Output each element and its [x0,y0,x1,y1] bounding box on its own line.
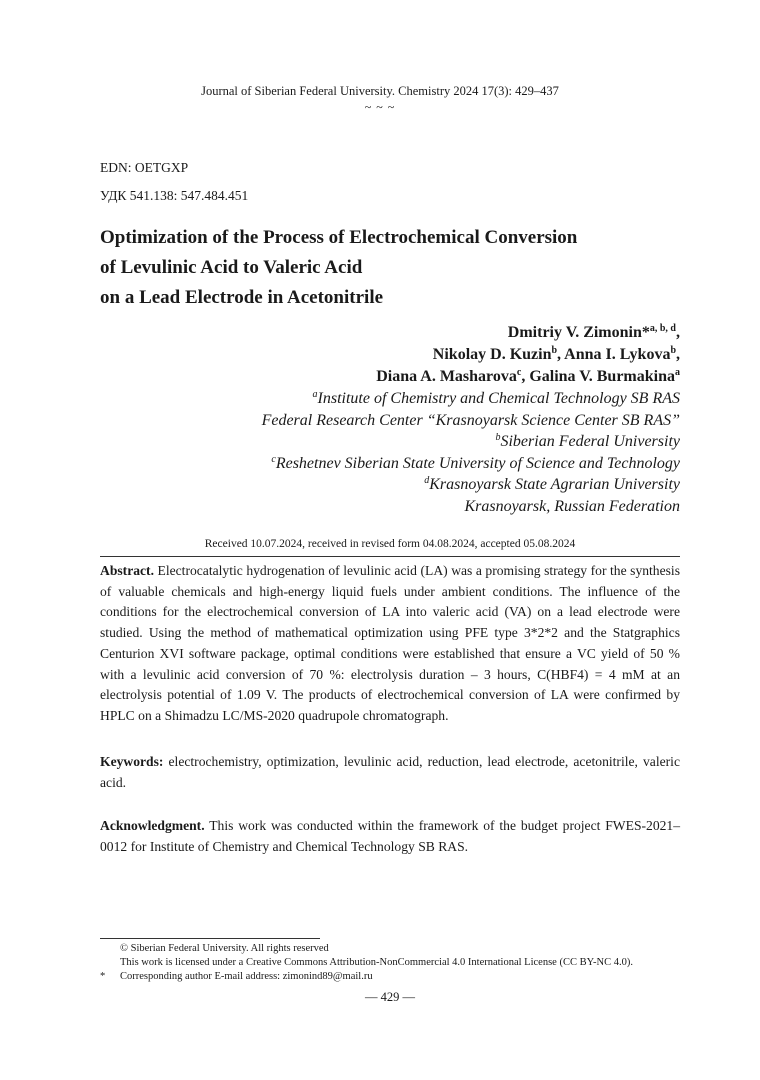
affiliation-line [262,453,680,475]
page-number: — 429 — [365,990,415,1004]
received-dates: Received 10.07.2024, received in revised form 04.08.2024, accepted 05.08.2024 [204,538,576,550]
author-separator: , [676,324,680,341]
author-list [376,322,680,388]
edn-identifier: EDN: OETGXP [100,160,189,175]
affiliation-text: Institute of Chemistry and Chemical Technology SB RAS [317,390,680,407]
affiliation-list [262,388,680,517]
affiliation-text: Krasnoyarsk, Russian Federation [464,497,680,515]
affiliation-mark: a [312,389,318,400]
header-separator: ~ ~ ~ [364,100,396,114]
acknowledgment-paragraph [100,816,680,857]
affiliation-text: Reshetnev Siberian State University of Science and Technology [275,454,680,472]
keywords-label: Keywords: [100,754,164,769]
abstract-paragraph [100,561,680,727]
corresponding-mark: * [641,324,650,341]
acknowledgment-text: This work was conducted within the framework of the budget project FWES-2021–0012 for Institute of Chemistry and Chemical Technology SB RAS. [100,818,681,854]
affiliation-line [262,496,680,518]
license-footnote: This work is licensed under a Creative Commons Attribution-NonCommercial 4.0 International License (CC BY-NC 4.0). [120,957,633,968]
title-line: on a Lead Electrode in Acetonitrile [100,287,384,308]
abstract-text: Electrocatalytic hydrogenation of levulinic acid (LA) was a promising strategy for the synthesis of valuable chemicals and high-energy liquid fuels under ambient conditions. The influence of the conditions for the electrochemical conversion of LA into valeric acid (VA) on a lead electrode were studied. Using the method of mathematical optimization using PFE type 3*2*2 and the Statgraphics Centurion XVI software package, optimal conditions were established that ensure a VC yield of 50 % with a levulinic acid conversion of 70 %: electrolysis duration – 3 hours, C(HBF4) = 4 mM at an electrolysis potential of 1.09 V. The products of electrochemical conversion of LA were confirmed by HPLC on a Shimadzu LC/MS-2020 quadrupole chromatograph. [100,563,680,723]
journal-header: Journal of Siberian Federal University. Chemistry 2024 17(3): 429–437 [201,84,559,98]
author-affiliation-mark: c [516,367,522,378]
keywords-paragraph [100,752,680,793]
author-separator: , [676,346,680,363]
udk-identifier: УДК 541.138: 547.484.451 [100,188,249,203]
author-name: Diana A. Masharova [376,368,517,385]
author-affiliation-mark: a [675,367,680,378]
affiliation-line [262,474,680,496]
author-name: Galina V. Burmakina [529,368,675,385]
corresponding-footnote: Corresponding author E-mail address: zimonind89@mail.ru [120,971,373,982]
title-line: of Levulinic Acid to Valeric Acid [100,257,363,278]
author-separator: , [557,346,565,363]
author-line [376,366,680,388]
affiliation-text: Krasnoyarsk State Agrarian University [429,476,680,493]
affiliation-text: Siberian Federal University [500,433,680,450]
paper-title [100,223,680,313]
affiliation-mark: b [495,432,501,443]
author-name: Nikolay D. Kuzin [432,346,552,363]
title-line: Optimization of the Process of Electrochemical Conversion [100,227,578,248]
author-line [376,322,680,344]
author-name: Anna I. Lykova [564,346,671,363]
author-affiliation-mark: a, b, d [649,323,676,334]
footnote-divider [100,938,320,939]
affiliation-mark: d [424,475,430,486]
affiliation-line [262,410,680,432]
affiliation-mark: c [271,453,276,465]
corresponding-footnote-mark: * [100,971,106,982]
affiliation-line [262,388,680,410]
author-line [376,344,680,366]
affiliation-text: Federal Research Center “Krasnoyarsk Science Center SB RAS” [261,411,680,429]
copyright-footnote: © Siberian Federal University. All rights reserved [120,943,329,954]
abstract-label: Abstract. [100,563,154,578]
abstract-divider [100,556,680,557]
author-name: Dmitriy V. Zimonin [507,324,642,341]
affiliation-line [262,431,680,453]
acknowledgment-label: Acknowledgment. [100,818,205,833]
author-affiliation-mark: b [551,345,558,356]
author-separator: , [521,368,530,385]
author-affiliation-mark: b [670,345,676,356]
keywords-text: electrochemistry, optimization, levulinic acid, reduction, lead electrode, acetonitrile, valeric acid. [100,754,680,790]
